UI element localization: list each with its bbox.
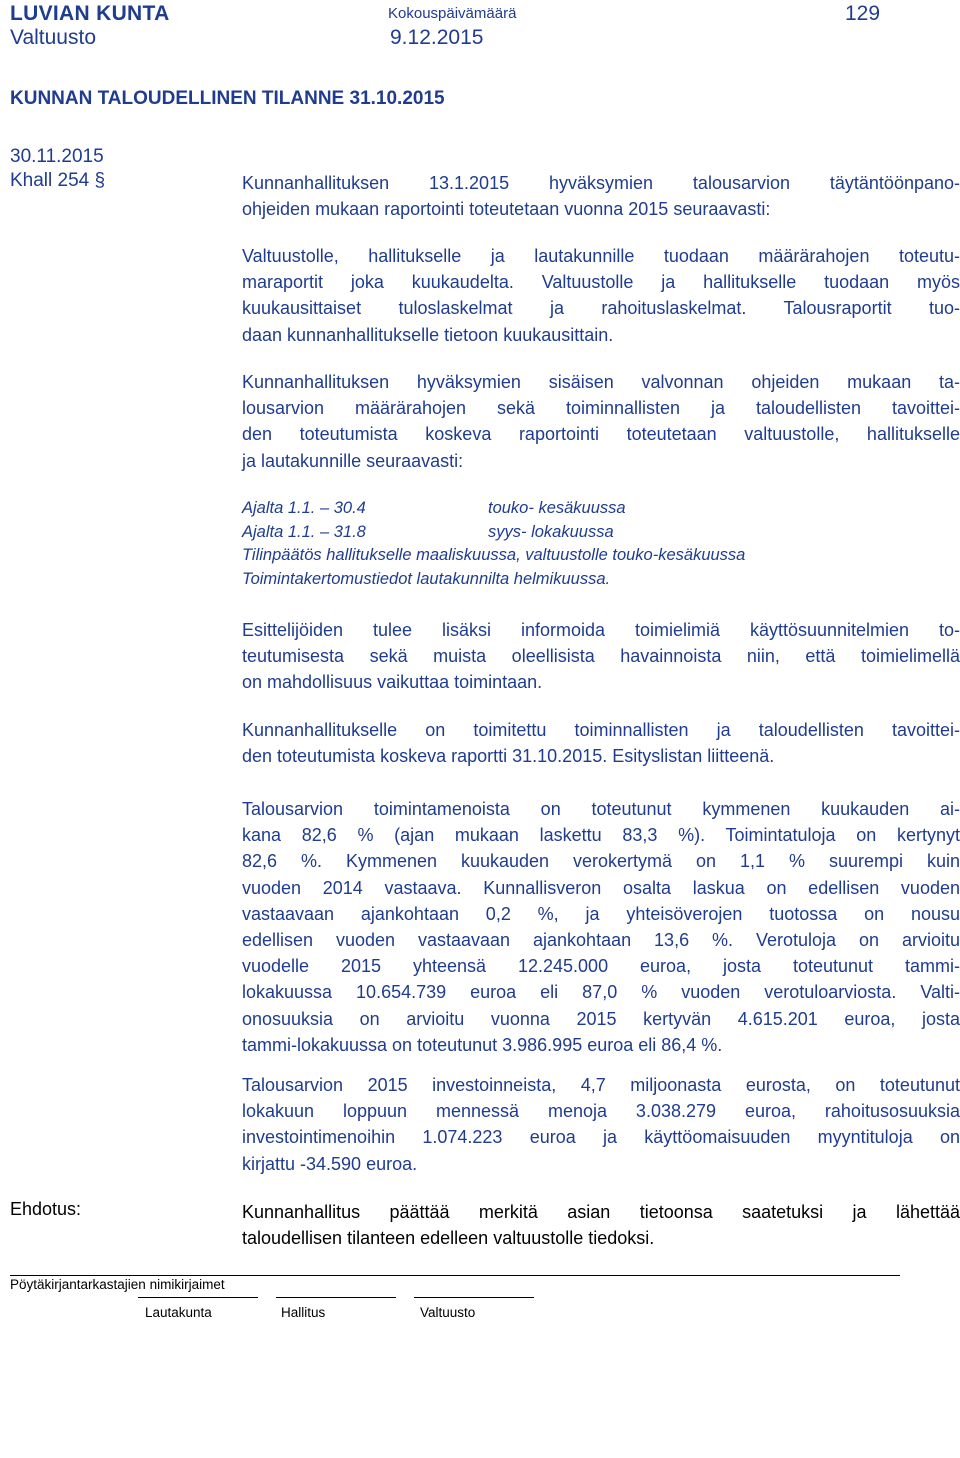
signer-valtuusto: Valtuusto — [420, 1305, 476, 1320]
text-line: kana 82,6 % (ajan mukaan laskettu 83,3 %). Toimintatuloja on kertynyt — [242, 825, 960, 846]
intro-paragraph — [242, 170, 960, 222]
signer-lautakunta: Lautakunta — [145, 1305, 212, 1320]
text-line: maraportit joka kuukaudelta. Valtuustolle ja hallitukselle tuodaan myös — [242, 272, 960, 293]
text-line: daan kunnanhallitukselle tietoon kuukausittain. — [242, 324, 614, 345]
schedule-line: Toimintakertomustiedot lautakunnilta helmikuussa. — [242, 569, 611, 588]
item-date: 30.11.2015 — [10, 146, 104, 167]
body-name: Valtuusto — [10, 26, 96, 49]
proposal-label: Ehdotus: — [10, 1199, 82, 1219]
reporting-paragraph — [242, 243, 960, 348]
schedule-period: Ajalta 1.1. – 30.4 — [242, 499, 366, 517]
text-line: ja lautakunnille seuraavasti: — [242, 450, 464, 471]
meeting-date-label: Kokouspäivämäärä — [388, 5, 517, 22]
report-delivered-paragraph — [242, 717, 960, 769]
organization-name: LUVIAN KUNTA — [10, 2, 170, 25]
text-line: edellisen vuoden vastaavaan ajankohtaan 13,6 %. Verotuloja on arvioitu — [242, 930, 960, 951]
schedule-row — [242, 521, 745, 545]
text-line: Kunnanhallitukselle on toimitettu toiminnallisten ja taloudellisten tavoittei- — [242, 720, 960, 740]
text-line: investointimenoihin 1.074.223 euroa ja käyttöomaisuuden myyntituloja on — [242, 1127, 960, 1148]
text-line: Esittelijöiden tulee lisäksi informoida toimielimiä käyttösuunnitelmien to- — [242, 620, 960, 640]
text-line: lokakuussa 10.654.739 euroa eli 87,0 % vuoden verotuloarviosta. Valti- — [242, 982, 960, 1003]
text-line: tammi-lokakuussa on toteutunut 3.986.995 euroa eli 86,4 %. — [242, 1034, 723, 1055]
text-line: ohjeiden mukaan raportointi toteutetaan vuonna 2015 seuraavasti: — [242, 199, 771, 220]
page-number: 129 — [845, 2, 881, 25]
schedule-row — [242, 497, 745, 521]
footer-divider — [10, 1275, 900, 1276]
text-line: teutumisesta sekä muista oleellisista havainnoista niin, että toimielimellä — [242, 646, 960, 667]
text-line: vastaavaan ajankohtaan 0,2 %, ja yhteisöverojen tuotossa on nousu — [242, 903, 960, 924]
document-title: KUNNAN TALOUDELLINEN TILANNE 31.10.2015 — [10, 88, 445, 109]
text-line: Valtuustolle, hallitukselle ja lautakunnille tuodaan määrärahojen toteutu- — [242, 246, 960, 266]
item-reference: Khall 254 § — [10, 170, 106, 191]
budget-status-paragraph — [242, 796, 960, 1058]
presenters-paragraph — [242, 617, 960, 696]
footer-title: Pöytäkirjantarkastajien nimikirjaimet — [10, 1277, 225, 1292]
text-line: kirjattu -34.590 euroa. — [242, 1153, 418, 1174]
investments-paragraph — [242, 1072, 960, 1177]
schedule-period: Ajalta 1.1. – 31.8 — [242, 522, 366, 541]
text-line: taloudellisen tilanteen edelleen valtuustolle tiedoksi. — [242, 1228, 655, 1249]
text-line: Talousarvion toimintamenoista on toteutunut kymmenen kuukauden ai- — [242, 799, 960, 819]
schedule-when: touko- kesäkuussa — [488, 499, 626, 517]
text-line: kuukausittaiset tuloslaskelmat ja rahoituslaskelmat. Talousraportit tuo- — [242, 298, 960, 319]
text-line: Kunnanhallituksen hyväksymien sisäisen valvonnan ohjeiden mukaan ta- — [242, 372, 960, 392]
proposal-text — [242, 1199, 960, 1251]
internal-control-paragraph — [242, 369, 960, 474]
signature-line — [414, 1297, 534, 1298]
reporting-schedule — [242, 497, 745, 591]
schedule-line: Tilinpäätös hallitukselle maaliskuussa, valtuustolle touko-kesäkuussa — [242, 546, 746, 564]
signature-line — [138, 1297, 258, 1298]
text-line: Kunnanhallituksen 13.1.2015 hyväksymien talousarvion täytäntöönpano- — [242, 173, 960, 193]
schedule-when: syys- lokakuussa — [488, 522, 614, 541]
signer-hallitus: Hallitus — [281, 1305, 326, 1320]
text-line: vuoden 2014 vastaava. Kunnallisveron osalta laskua on edellisen vuoden — [242, 877, 960, 898]
text-line: Talousarvion 2015 investoinneista, 4,7 miljoonasta eurosta, on toteutunut — [242, 1075, 960, 1095]
text-line: onosuuksia on arvioitu vuonna 2015 kertyvän 4.615.201 euroa, josta — [242, 1008, 960, 1029]
text-line: Kunnanhallitus päättää merkitä asian tietoonsa saatetuksi ja lähettää — [242, 1202, 960, 1222]
meeting-date: 9.12.2015 — [390, 26, 484, 49]
text-line: vuodelle 2015 yhteensä 12.245.000 euroa, josta toteutunut tammi- — [242, 956, 960, 977]
text-line: den toteutumista koskeva raportti 31.10.2015. Esityslistan liitteenä. — [242, 746, 775, 767]
text-line: lousarvion määrärahojen sekä toiminnallisten ja taloudellisten tavoittei- — [242, 398, 960, 419]
text-line: den toteutumista koskeva raportointi toteutetaan valtuustolle, hallitukselle — [242, 424, 960, 445]
text-line: on mahdollisuus vaikuttaa toimintaan. — [242, 672, 543, 693]
signature-line — [276, 1297, 396, 1298]
text-line: 82,6 %. Kymmenen kuukauden verokertymä on 1,1 % suurempi kuin — [242, 851, 960, 872]
text-line: lokakuun loppuun mennessä menoja 3.038.279 euroa, rahoitusosuuksia — [242, 1101, 960, 1122]
